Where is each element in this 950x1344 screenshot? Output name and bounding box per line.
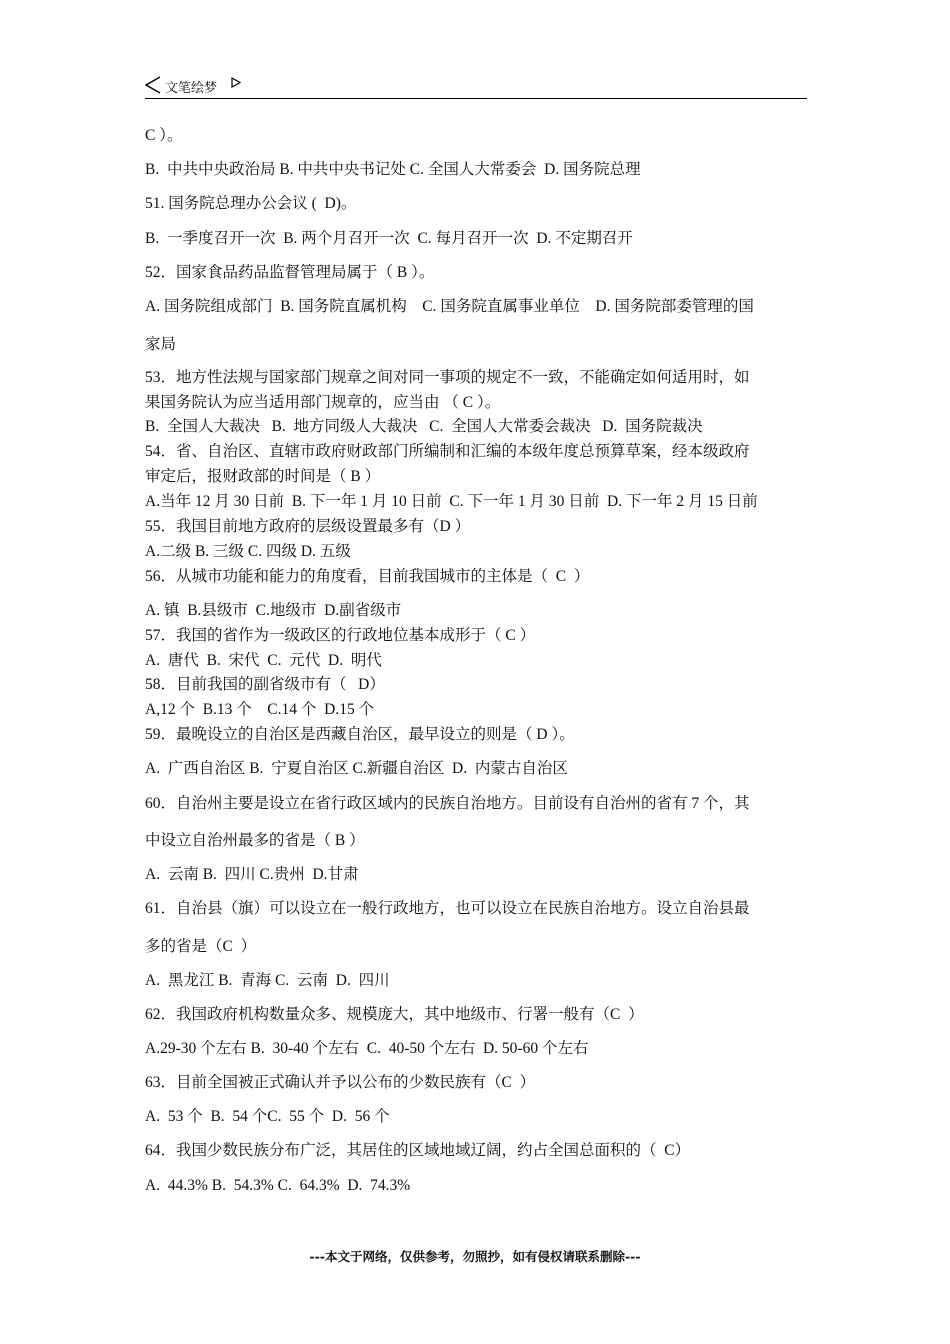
triangle-left-icon: [145, 76, 161, 94]
text-line: A. 镇 B.县级市 C.地级市 D.副省级市: [145, 602, 402, 619]
page-header: [145, 72, 807, 99]
text-line: 54．省、自治区、直辖市政府财政部门所编制和汇编的本级年度总预算草案，经本级政府: [145, 443, 750, 460]
text-line: 60．自治州主要是设立在省行政区域内的民族自治地方。目前设有自治州的省有 7 个，其: [145, 795, 750, 812]
text-line: A. 黑龙江 B. 青海 C. 云南 D. 四川: [145, 972, 390, 989]
text-line: A. 广西自治区 B. 宁夏自治区 C.新疆自治区 D. 内蒙古自治区: [145, 760, 568, 777]
text-line: B. 中共中央政治局 B. 中共中央书记处 C. 全国人大常委会 D. 国务院总理: [145, 161, 641, 178]
triangle-right-icon: [231, 77, 241, 88]
text-line: 果国务院认为应当适用部门规章的，应当由 （ C ）。: [145, 394, 501, 411]
text-line: 52．国家食品药品监督管理局属于（ B ）。: [145, 264, 435, 281]
text-line: 57．我国的省作为一级政区的行政地位基本成形于（ C ）: [145, 627, 536, 644]
text-line: 64．我国少数民族分布广泛，其居住的区域地域辽阔，约占全国总面积的（ C）: [145, 1142, 691, 1159]
text-line: 63．目前全国被正式确认并予以公布的少数民族有（C ）: [145, 1074, 536, 1091]
text-line: A. 国务院组成部门 B. 国务院直属机构 C. 国务院直属事业单位 D. 国务院部委管理的国: [145, 298, 754, 315]
text-line: A.29-30 个左右 B. 30-40 个左右 C. 40-50 个左右 D. 50-60 个左右: [145, 1040, 589, 1057]
text-line: 53．地方性法规与国家部门规章之间对同一事项的规定不一致，不能确定如何适用时，如: [145, 369, 750, 386]
text-line: 51. 国务院总理办公会议 ( D)。: [145, 195, 357, 212]
text-line: 审定后，报财政部的时间是（ B ）: [145, 468, 381, 485]
text-line: 62．我国政府机构数量众多、规模庞大，其中地级市、行署一般有（C ）: [145, 1006, 644, 1023]
text-line: 多的省是（C ）: [145, 938, 257, 955]
text-line: A. 53 个 B. 54 个C. 55 个 D. 56 个: [145, 1108, 390, 1125]
text-line: A. 唐代 B. 宋代 C. 元代 D. 明代: [145, 652, 382, 669]
text-line: 61．自治县（旗）可以设立在一般行政地方，也可以设立在民族自治地方。设立自治县最: [145, 900, 750, 917]
text-line: 55．我国目前地方政府的层级设置最多有（D ）: [145, 518, 471, 535]
text-line: 中设立自治州最多的省是（ B ）: [145, 832, 365, 849]
text-line: B. 全国人大裁决 B. 地方同级人大裁决 C. 全国人大常委会裁决 D. 国务院裁决: [145, 418, 703, 435]
text-line: 56．从城市功能和能力的角度看，目前我国城市的主体是（ C ）: [145, 568, 590, 585]
text-line: B. 一季度召开一次 B. 两个月召开一次 C. 每月召开一次 D. 不定期召开: [145, 230, 633, 247]
text-line: A. 云南 B. 四川 C.贵州 D.甘肃: [145, 866, 359, 883]
text-line: C ）。: [145, 127, 183, 144]
text-line: A. 44.3% B. 54.3% C. 64.3% D. 74.3%: [145, 1177, 411, 1194]
text-line: 59．最晚设立的自治区是西藏自治区，最早设立的则是（ D ）。: [145, 726, 575, 743]
text-line: A,12 个 B.13 个 C.14 个 D.15 个: [145, 701, 375, 718]
text-line: 58．目前我国的副省级市有（ D）: [145, 676, 385, 693]
text-line: A.二级 B. 三级 C. 四级 D. 五级: [145, 543, 351, 560]
text-line: A.当年 12 月 30 日前 B. 下一年 1 月 10 日前 C. 下一年 1 月 30 日前 D. 下一年 2 月 15 日前: [145, 493, 758, 510]
page-footer: ---本文于网络，仅供参考，勿照抄，如有侵权请联系删除---: [309, 1249, 641, 1264]
header-brand: 文笔绘梦: [165, 81, 218, 96]
text-line: 家局: [145, 336, 177, 353]
